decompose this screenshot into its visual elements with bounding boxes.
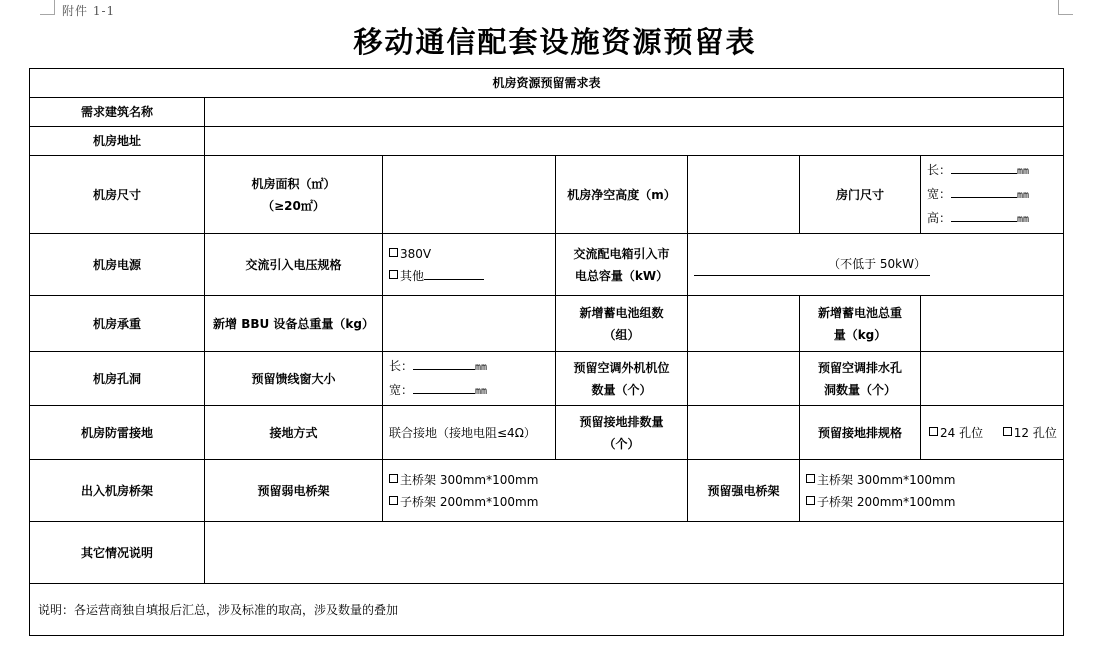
size-label: 机房尺寸 xyxy=(30,156,205,234)
grounding-method-label: 接地方式 xyxy=(205,406,383,460)
strong-sub-label: 子桥架 200mm*100mm xyxy=(817,494,956,509)
row-tray xyxy=(30,460,1064,522)
strong-tray-label: 预留强电桥架 xyxy=(688,460,800,522)
attachment-label: 附件 1-1 xyxy=(62,4,116,18)
grounding-bars-line2: （个） xyxy=(603,436,640,451)
option-12-holes[interactable] xyxy=(1003,426,1057,440)
row-size xyxy=(30,156,1064,234)
battery-groups-field[interactable] xyxy=(688,296,800,352)
battery-weight-label xyxy=(800,296,921,352)
row-power xyxy=(30,234,1064,296)
door-length-unit: mm xyxy=(1017,165,1030,177)
door-length-blank[interactable] xyxy=(951,159,1017,174)
checkbox-icon[interactable] xyxy=(1003,427,1012,436)
strong-main-option[interactable] xyxy=(806,469,1057,491)
door-height-label: 高： xyxy=(927,210,952,225)
option-380v-label: 380V xyxy=(400,246,432,261)
battery-groups-line1: 新增蓄电池组数 xyxy=(579,305,664,320)
checkbox-icon[interactable] xyxy=(389,496,398,505)
row-other xyxy=(30,522,1064,584)
ac-drain-line2: 洞数量（个） xyxy=(823,382,896,397)
note-text: 说明：各运营商独自填报后汇总，涉及标准的取高，涉及数量的叠加 xyxy=(30,584,1064,636)
battery-groups-label xyxy=(556,296,688,352)
holes-label: 机房孔洞 xyxy=(30,352,205,406)
crop-mark-right xyxy=(1058,0,1073,15)
door-size-field[interactable] xyxy=(921,156,1064,234)
reservation-table xyxy=(29,68,1064,636)
door-width-unit: mm xyxy=(1017,189,1030,201)
weak-tray-label: 预留弱电桥架 xyxy=(205,460,383,522)
ac-drain-label xyxy=(800,352,921,406)
weak-tray-options xyxy=(383,460,688,522)
address-label: 机房地址 xyxy=(30,127,205,156)
other-field[interactable] xyxy=(205,522,1064,584)
feeder-width-unit: mm xyxy=(475,385,488,397)
voltage-options xyxy=(383,234,556,296)
door-width-blank[interactable] xyxy=(951,183,1017,198)
page-title: 移动通信配套设施资源预留表 xyxy=(353,25,757,59)
tray-label: 出入机房桥架 xyxy=(30,460,205,522)
area-label-line2: （≥20㎡） xyxy=(262,198,325,213)
grounding-bars-label xyxy=(556,406,688,460)
checkbox-icon[interactable] xyxy=(389,248,398,257)
checkbox-icon[interactable] xyxy=(929,427,938,436)
grounding-bars-line1: 预留接地排数量 xyxy=(579,414,664,429)
battery-weight-field[interactable] xyxy=(921,296,1064,352)
capacity-label-line2: 电总容量（kW） xyxy=(574,268,669,283)
area-field[interactable] xyxy=(383,156,556,234)
option-12-label: 12 孔位 xyxy=(1013,425,1057,440)
row-building-name xyxy=(30,98,1064,127)
capacity-field[interactable] xyxy=(688,234,1064,296)
other-label: 其它情况说明 xyxy=(30,522,205,584)
building-name-field[interactable] xyxy=(205,98,1064,127)
checkbox-icon[interactable] xyxy=(806,474,815,483)
option-other-label: 其他 xyxy=(400,268,425,283)
grounding-bars-field[interactable] xyxy=(688,406,800,460)
row-grounding xyxy=(30,406,1064,460)
option-24-holes[interactable] xyxy=(929,426,983,440)
grounding-spec-label: 预留接地排规格 xyxy=(800,406,921,460)
power-label: 机房电源 xyxy=(30,234,205,296)
grounding-label: 机房防雷接地 xyxy=(30,406,205,460)
strong-main-label: 主桥架 300mm*100mm xyxy=(817,472,956,487)
battery-weight-line2: 量（kg） xyxy=(833,327,887,342)
height-field[interactable] xyxy=(688,156,800,234)
weak-main-label: 主桥架 300mm*100mm xyxy=(400,472,539,487)
capacity-label xyxy=(556,234,688,296)
battery-weight-line1: 新增蓄电池总重 xyxy=(817,305,902,320)
ac-position-line1: 预留空调外机机位 xyxy=(573,360,670,375)
height-label: 机房净空高度（m） xyxy=(556,156,688,234)
crop-mark-left xyxy=(40,0,55,15)
address-field[interactable] xyxy=(205,127,1064,156)
other-voltage-blank[interactable] xyxy=(424,265,484,280)
feeder-window-field xyxy=(383,352,556,406)
checkbox-icon[interactable] xyxy=(389,474,398,483)
feeder-length-label: 长： xyxy=(389,358,414,373)
capacity-label-line1: 交流配电箱引入市 xyxy=(573,246,670,261)
row-address xyxy=(30,127,1064,156)
option-380v[interactable] xyxy=(389,243,549,265)
strong-sub-option[interactable] xyxy=(806,491,1057,513)
ac-drain-field[interactable] xyxy=(921,352,1064,406)
building-name-label: 需求建筑名称 xyxy=(30,98,205,127)
table-header-row xyxy=(30,69,1064,98)
bbu-weight-field[interactable] xyxy=(383,296,556,352)
ac-position-line2: 数量（个） xyxy=(591,382,652,397)
feeder-length-unit: mm xyxy=(475,361,488,373)
area-label-line1: 机房面积（㎡） xyxy=(251,176,336,191)
strong-tray-options xyxy=(800,460,1064,522)
feeder-window-label: 预留馈线窗大小 xyxy=(205,352,383,406)
feeder-width-blank[interactable] xyxy=(413,379,475,394)
ac-position-field[interactable] xyxy=(688,352,800,406)
checkbox-icon[interactable] xyxy=(389,270,398,279)
table-title: 机房资源预留需求表 xyxy=(30,69,1064,98)
ac-position-label xyxy=(556,352,688,406)
checkbox-icon[interactable] xyxy=(806,496,815,505)
row-note xyxy=(30,584,1064,636)
row-load xyxy=(30,296,1064,352)
bbu-weight-label: 新增 BBU 设备总重量（kg） xyxy=(205,296,383,352)
door-length-label: 长： xyxy=(927,162,952,177)
option-other[interactable] xyxy=(389,265,549,287)
feeder-width-label: 宽： xyxy=(389,382,414,397)
door-height-unit: mm xyxy=(1017,213,1030,225)
capacity-note: （不低于 50kW） xyxy=(694,253,930,276)
weak-sub-label: 子桥架 200mm*100mm xyxy=(400,494,539,509)
feeder-length-blank[interactable] xyxy=(413,355,475,370)
door-size-label: 房门尺寸 xyxy=(800,156,921,234)
door-height-blank[interactable] xyxy=(951,207,1017,222)
voltage-label: 交流引入电压规格 xyxy=(205,234,383,296)
grounding-spec-options xyxy=(921,406,1064,460)
battery-groups-line2: （组） xyxy=(603,327,640,342)
weak-main-option[interactable] xyxy=(389,469,681,491)
area-label xyxy=(205,156,383,234)
door-width-label: 宽： xyxy=(927,186,952,201)
load-label: 机房承重 xyxy=(30,296,205,352)
option-24-label: 24 孔位 xyxy=(940,425,984,440)
grounding-method-value: 联合接地（接地电阻≤4Ω） xyxy=(383,406,556,460)
row-holes xyxy=(30,352,1064,406)
weak-sub-option[interactable] xyxy=(389,491,681,513)
ac-drain-line1: 预留空调排水孔 xyxy=(817,360,902,375)
